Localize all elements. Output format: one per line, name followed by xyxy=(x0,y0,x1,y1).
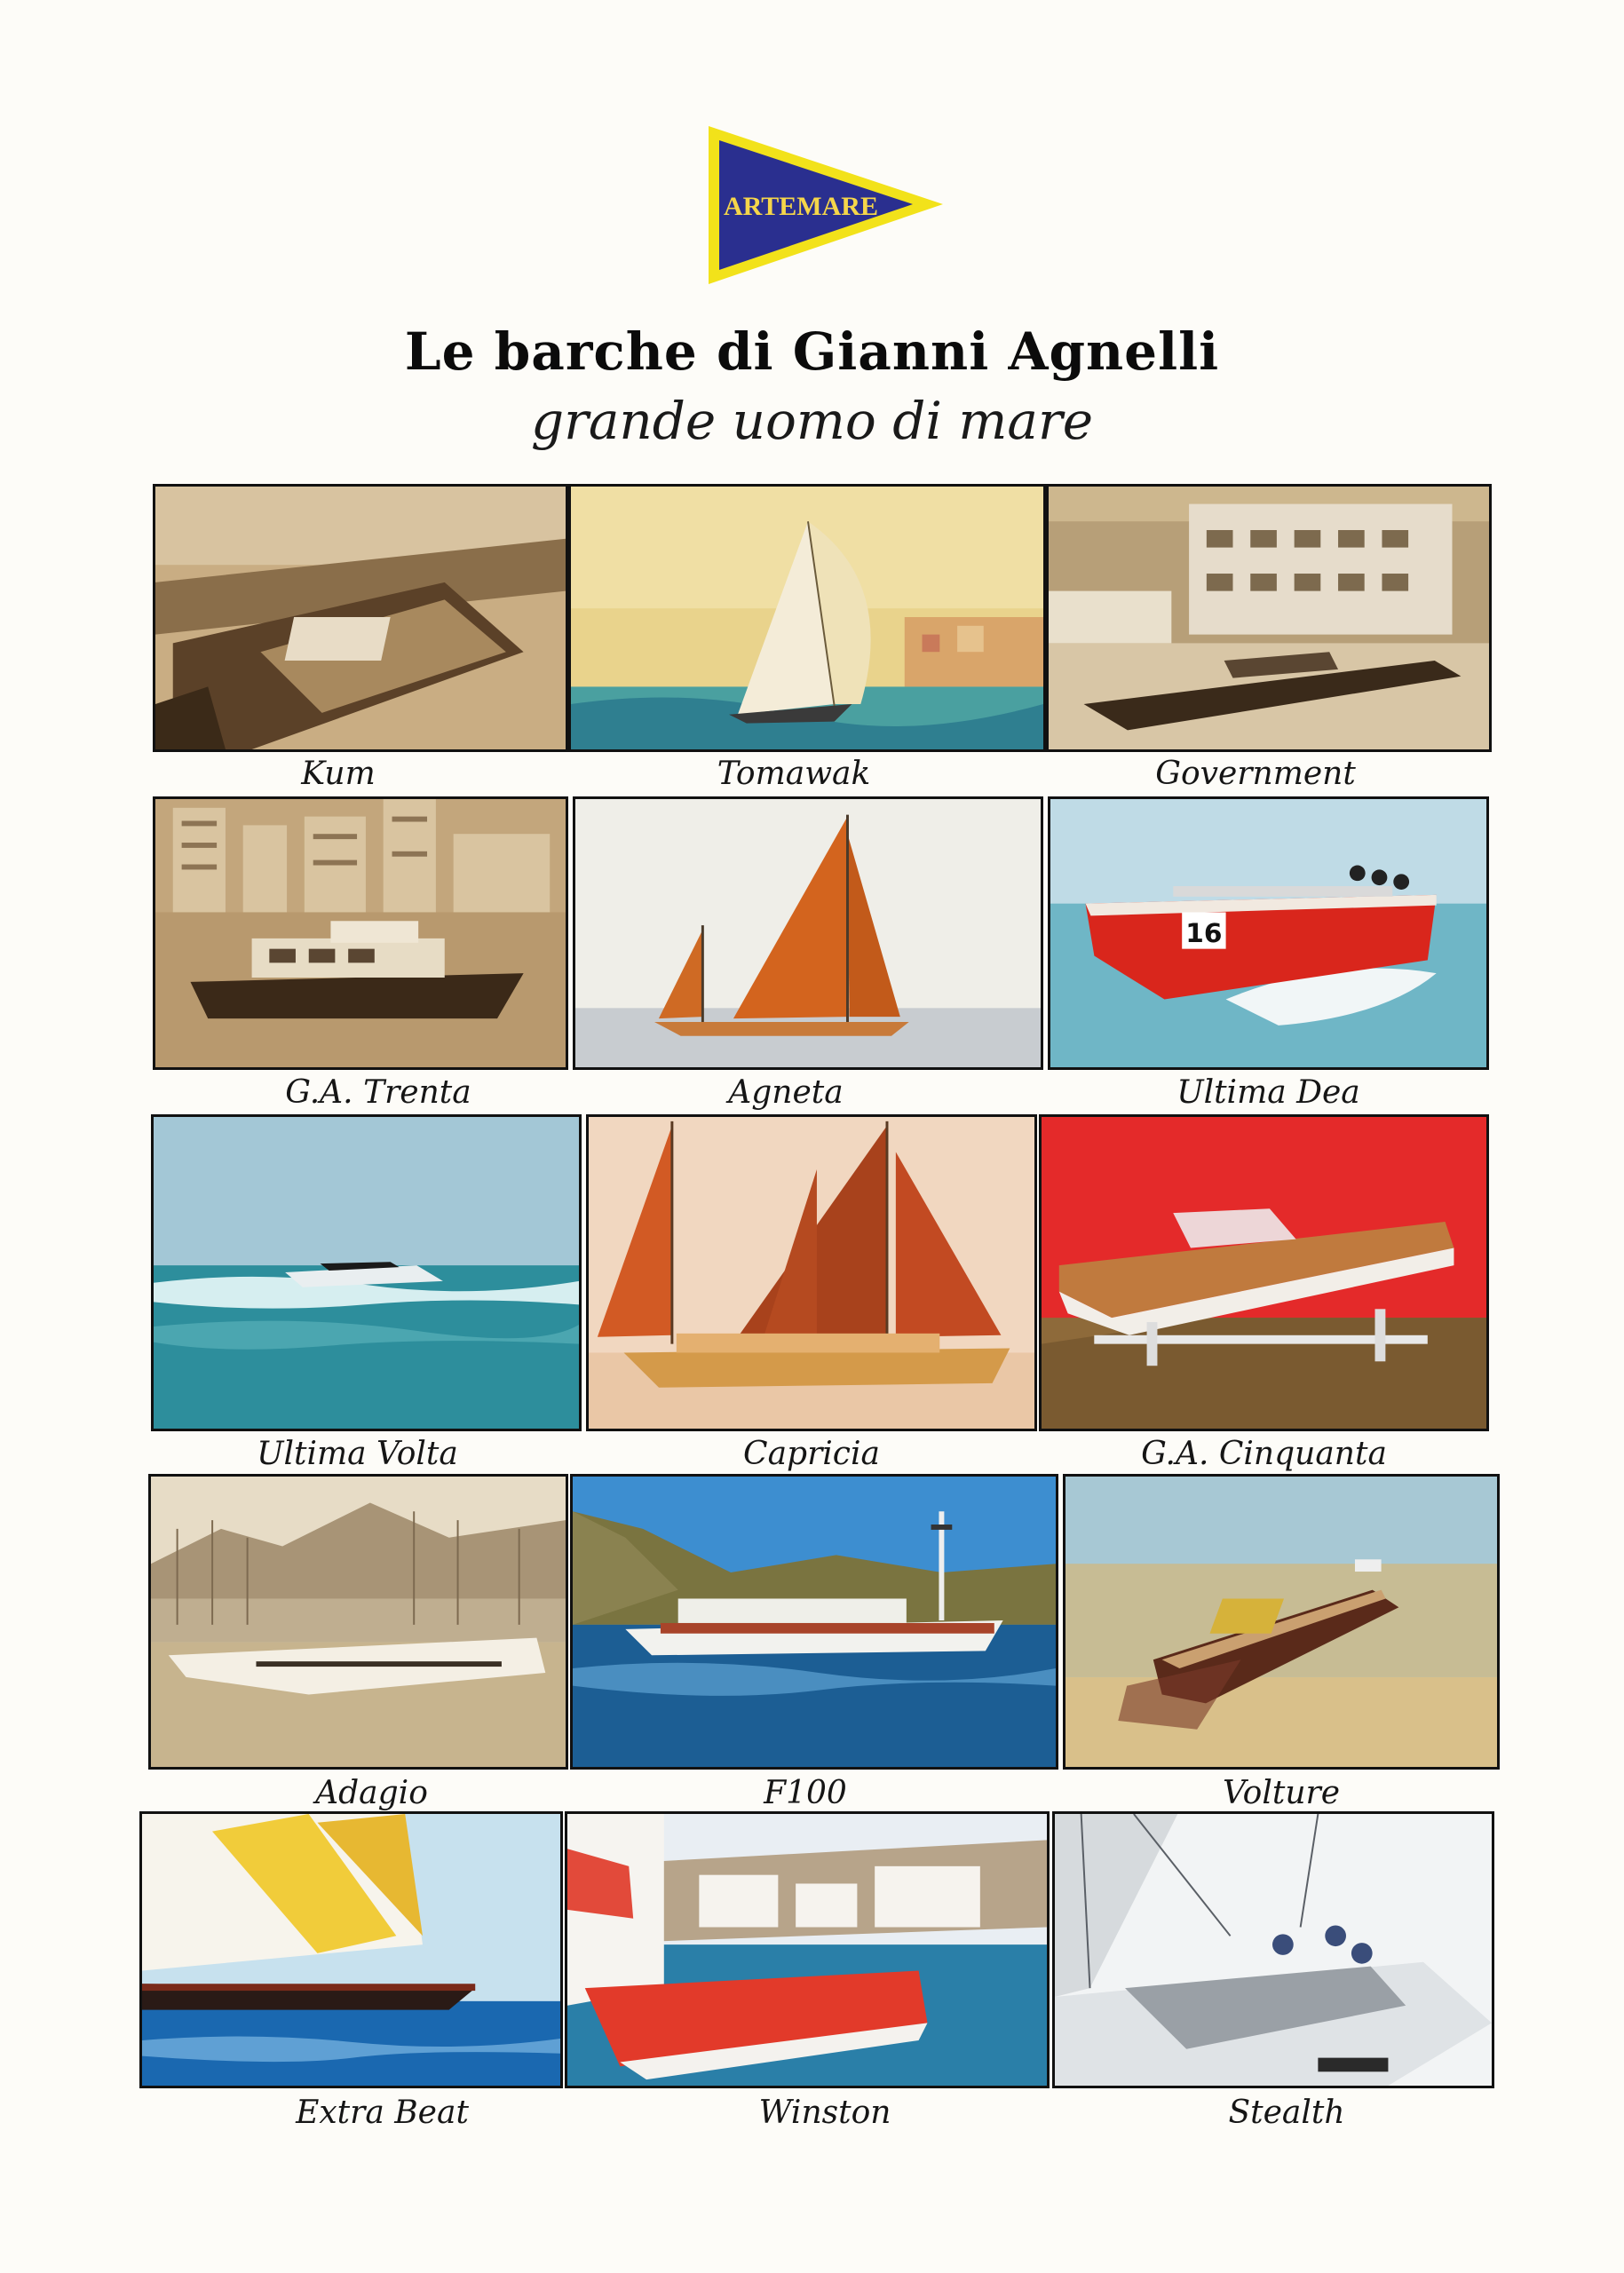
caption-capricia: Capricia xyxy=(743,1436,880,1472)
photo-capricia xyxy=(586,1114,1037,1431)
caption-ultima-dea: Ultima Dea xyxy=(1176,1074,1360,1111)
caption-f100: F100 xyxy=(764,1775,847,1811)
photo-ga-trenta xyxy=(153,796,568,1070)
caption-kum: Kum xyxy=(301,756,376,792)
caption-winston: Winston xyxy=(758,2095,891,2131)
photo-tomawak xyxy=(568,484,1046,752)
caption-ga-cinquanta: G.A. Cinquanta xyxy=(1141,1436,1387,1472)
photo-volture xyxy=(1063,1474,1500,1770)
photo-winston xyxy=(565,1811,1050,2088)
caption-extra-beat: Extra Beat xyxy=(296,2095,469,2131)
caption-government: Government xyxy=(1155,756,1356,792)
caption-ultima-volta: Ultima Volta xyxy=(257,1436,458,1472)
caption-tomawak: Tomawak xyxy=(717,756,871,792)
caption-agneta: Agneta xyxy=(728,1074,844,1111)
caption-adagio: Adagio xyxy=(315,1775,428,1811)
svg-text:16: 16 xyxy=(1185,917,1223,948)
artemare-pennant-logo xyxy=(701,123,950,288)
caption-volture: Volture xyxy=(1222,1775,1341,1811)
photo-ultima-dea xyxy=(1048,796,1489,1070)
photo-f100 xyxy=(570,1474,1058,1770)
photo-adagio xyxy=(148,1474,568,1770)
photo-ultima-volta xyxy=(151,1114,582,1431)
photo-stealth xyxy=(1052,1811,1494,2088)
photo-agneta xyxy=(573,796,1043,1070)
page-title: Le barche di Gianni Agnelli xyxy=(404,321,1220,382)
caption-ga-trenta: G.A. Trenta xyxy=(285,1074,471,1111)
photo-ga-cinquanta xyxy=(1039,1114,1489,1431)
page-subtitle: grande uomo di mare xyxy=(530,391,1094,451)
photo-government xyxy=(1046,484,1492,752)
pennant-text: ARTEMARE xyxy=(724,192,878,221)
caption-stealth: Stealth xyxy=(1228,2095,1345,2131)
photo-kum xyxy=(153,484,568,752)
photo-extra-beat xyxy=(139,1811,563,2088)
